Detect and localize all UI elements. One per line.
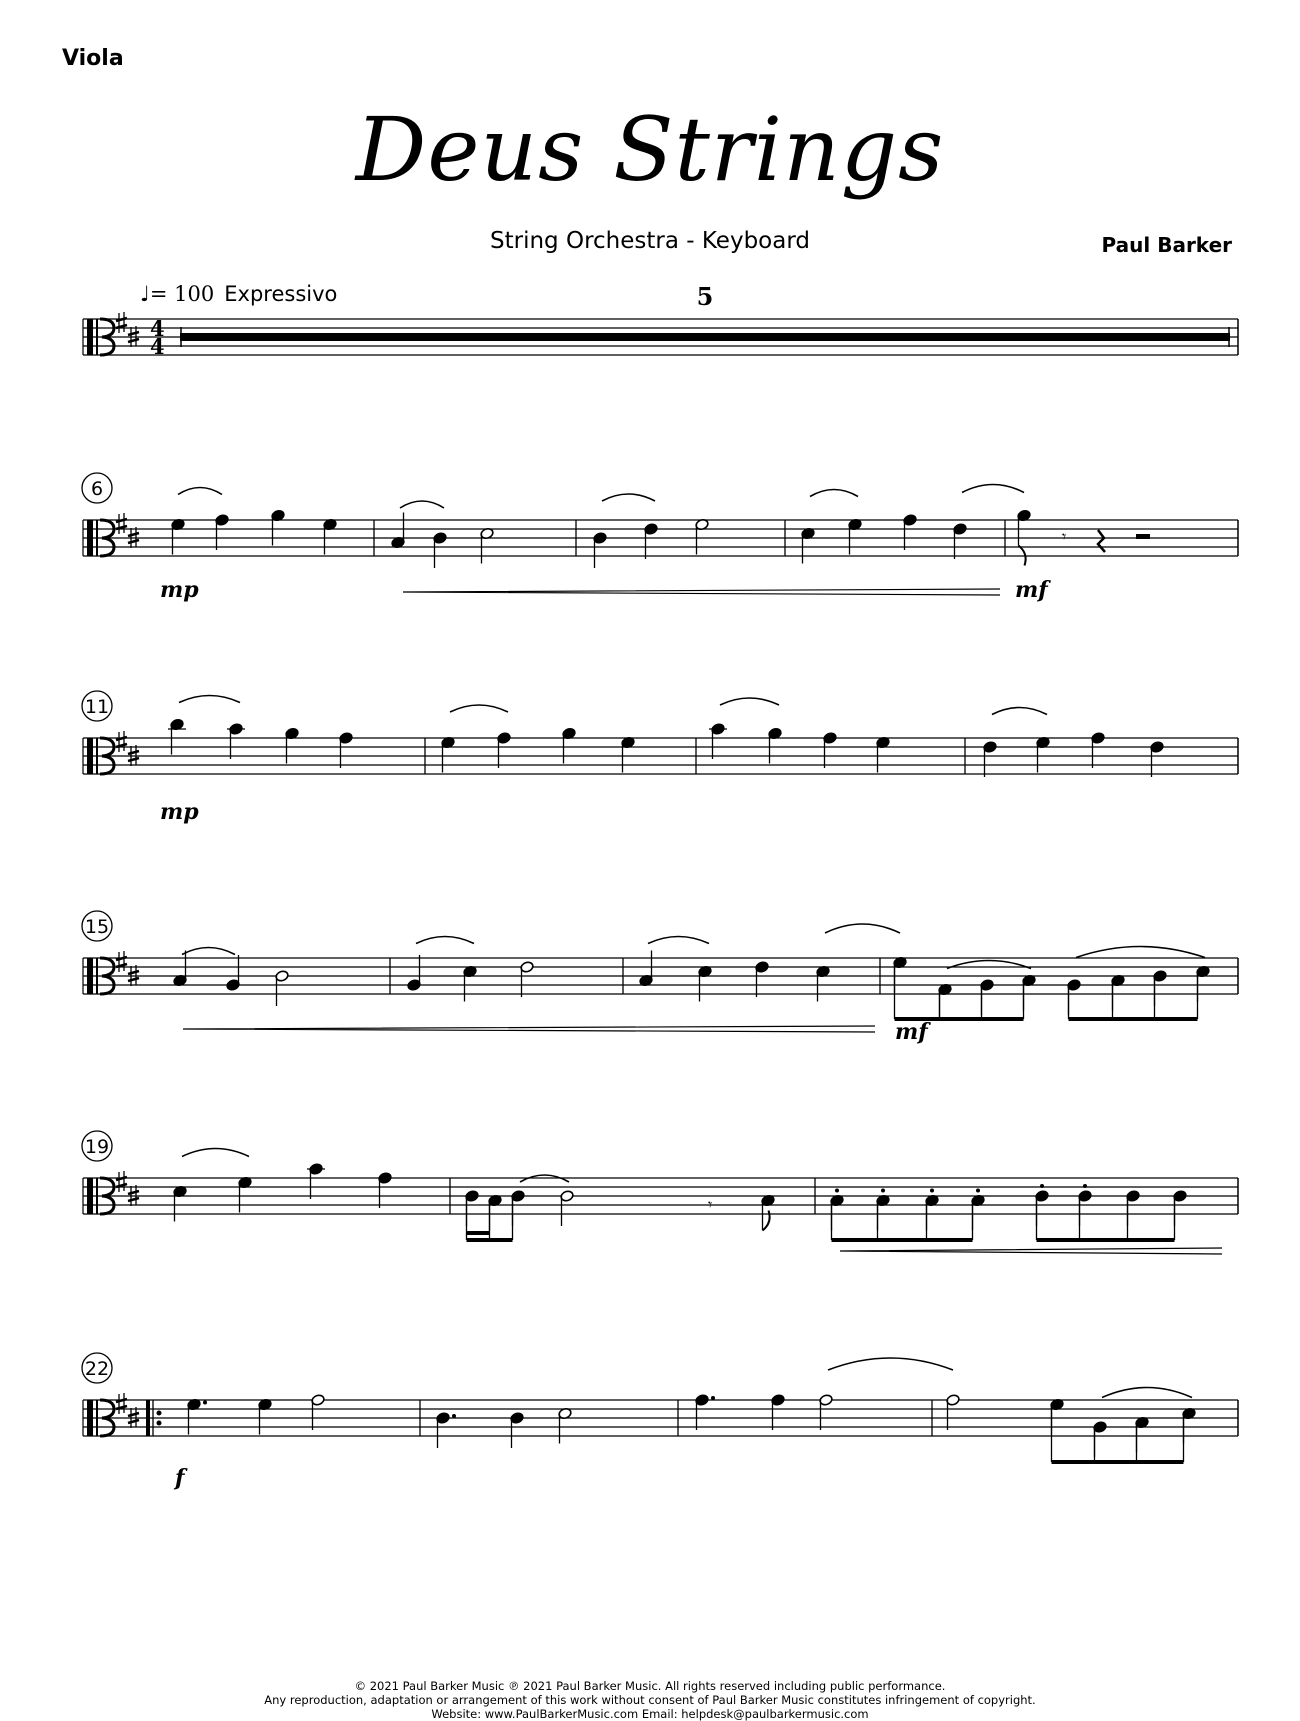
sharp-icon [128,1420,139,1423]
measure-number: 22 [84,1358,110,1380]
sharp-icon [128,332,139,335]
alto-clef-icon [87,958,93,994]
slur [602,494,655,501]
quarter-rest-icon [1098,530,1105,552]
expression-marking: Expressivo [224,282,338,306]
dynamic-marking: mp [160,577,199,603]
quarter-note-icon: ♩ [140,282,150,306]
alto-clef-icon [87,738,93,774]
sharp-icon [128,978,139,981]
slur [182,948,235,955]
sharp-icon [128,1413,139,1416]
alto-clef-icon [87,319,93,355]
slur [1102,1388,1192,1398]
staccato-dot [930,1189,934,1193]
slur [825,924,900,933]
slur [648,937,709,944]
slur [179,696,240,703]
sharp-icon [128,1191,139,1194]
sharp-icon [128,540,139,543]
sharp-icon [128,971,139,974]
augmentation-dot [452,1414,456,1418]
alto-clef-icon [96,1400,98,1436]
augmentation-dot [711,1396,715,1400]
slur [182,1149,249,1157]
measure-number: 15 [84,916,110,938]
alto-clef-icon [87,1178,93,1214]
dynamic-marking: mf [1015,577,1048,603]
sharp-icon [128,758,139,761]
system-4 [82,911,1238,1045]
crescendo-hairpin [840,1248,1222,1254]
slur [828,1358,953,1370]
system-1 [83,282,1238,359]
dynamic-marking: mf [895,1019,928,1045]
system-3 [82,691,1238,825]
repeat-dot [157,1421,162,1426]
copyright-line-1: © 2021 Paul Barker Music ℗ 2021 Paul Barker Music. All rights reserved including public performance. [354,1679,946,1693]
sharp-icon [128,339,139,342]
composer-name: Paul Barker [1101,233,1232,257]
system-6 [82,1353,1238,1491]
sharp-icon [128,751,139,754]
slur [400,501,444,508]
system-2 [82,473,1238,603]
crescendo-hairpin [403,589,1000,595]
copyright-line-2: Any reproduction, adaptation or arrangement of this work without consent of Paul Barker Music constitutes infringement of copyright. [264,1693,1036,1707]
eighth-rest-icon: 𝄾 [708,1195,713,1214]
sharp-icon [128,533,139,536]
part-name: Viola [62,46,124,71]
alto-clef-icon [96,1178,98,1214]
alto-clef-icon [96,319,98,355]
measure-number: 6 [90,478,104,500]
staccato-dot [1083,1184,1087,1188]
staccato-dot [881,1189,885,1193]
alto-clef-icon [87,1400,93,1436]
staccato-dot [1040,1184,1044,1188]
sharp-icon [128,1198,139,1201]
crescendo-hairpin [183,1026,875,1032]
copyright-line-3: Website: www.PaulBarkerMusic.com Email: helpdesk@paulbarkermusic.com [431,1707,869,1721]
piece-title: Deus Strings [355,98,945,201]
slur [416,937,474,944]
alto-clef-icon [96,958,98,994]
system-5 [82,1131,1238,1254]
slur [962,485,1024,493]
half-rest-icon [1136,534,1150,539]
dynamic-marking: mp [160,799,199,825]
eighth-rest-icon: 𝄾 [1062,527,1067,546]
slur [992,708,1047,715]
slur [450,705,508,712]
slur [720,698,779,705]
piece-subtitle: String Orchestra - Keyboard [490,228,810,254]
slur [810,490,858,497]
alto-clef-icon [96,738,98,774]
repeat-barline [146,1400,150,1436]
multimeasure-rest-bar [180,333,1230,341]
measure-number: 19 [84,1136,110,1158]
dynamic-marking: f [175,1465,185,1491]
measure-number: 11 [84,696,110,718]
augmentation-dot [203,1401,207,1405]
tempo-value: = 100 [149,282,215,306]
staccato-dot [976,1189,980,1193]
slur [178,488,222,495]
staccato-dot [835,1189,839,1193]
alto-clef-icon [96,520,98,556]
multimeasure-rest-count: 5 [696,282,714,311]
time-signature-top: 4 [150,316,165,341]
time-signature-bottom: 4 [150,334,165,359]
repeat-dot [157,1411,162,1416]
copyright-footer [0,1679,1300,1721]
alto-clef-icon [87,520,93,556]
slur [1076,947,1205,958]
